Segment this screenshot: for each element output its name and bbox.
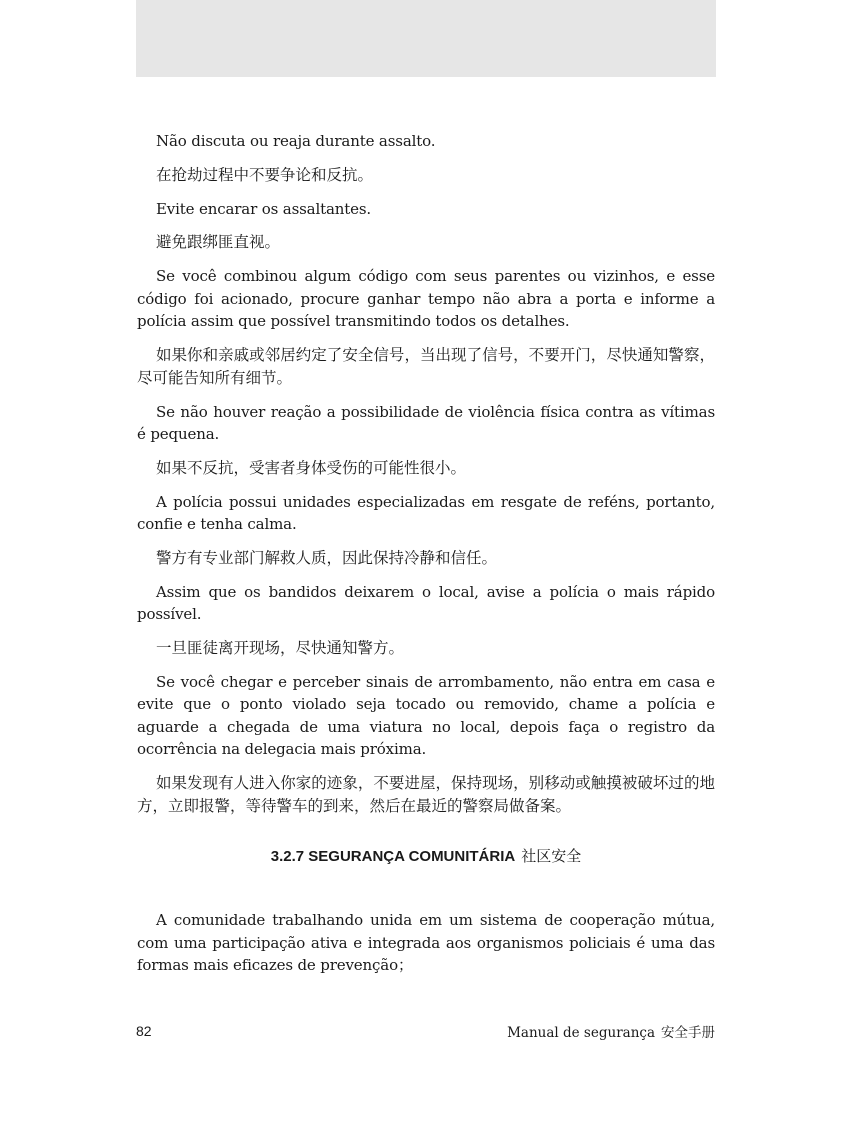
paragraph-pt: A polícia possui unidades especializadas em resgate de reféns, portanto, confie e tenha calma.: [137, 492, 715, 533]
paragraph-zh: 在抢劫过程中不要争论和反抗。: [156, 165, 374, 184]
book-title-zh: 安全手册: [661, 1025, 715, 1041]
paragraph-pt: Se você chegar e perceber sinais de arrombamento, não entra em casa e evite que o ponto violado seja tocado ou removido, chame a polícia e aguarde a chegada de uma viatura no local, depois faça o registro da ocorrência na delegacia mais próxima.: [137, 672, 715, 758]
paragraph-zh: 避免跟绑匪直视。: [156, 233, 281, 251]
paragraph-zh: 如果发现有人进入你家的迹象，不要进屋，保持现场，别移动或触摸被破坏过的地方，立即报警，等待警车的到来，然后在最近的警察局做备案。: [137, 773, 715, 815]
section-paragraph: A comunidade trabalhando unida em um sistema de cooperação mútua, com uma participação ativa e integrada aos organismos policiais é uma das formas mais eficazes de prevenção；: [137, 911, 715, 974]
book-title: Manual de segurança: [507, 1025, 655, 1041]
section-heading-zh: 社区安全: [521, 847, 582, 865]
paragraph-zh: 警方有专业部门解救人质，因此保持冷静和信任。: [156, 548, 498, 567]
header-band: [136, 0, 716, 77]
paragraph-zh: 如果你和亲戚或邻居约定了安全信号，当出现了信号，不要开门，尽快通知警察，尽可能告知所有细节。: [137, 345, 715, 387]
paragraph-pt: Se não houver reação a possibilidade de violência física contra as vítimas é pequena.: [137, 402, 715, 443]
section-body: [137, 909, 715, 988]
running-footer: [507, 1021, 715, 1041]
paragraph-zh: 一旦匪徒离开现场，尽快通知警方。: [156, 638, 405, 657]
paragraph-pt: Não discuta ou reaja durante assalto.: [156, 132, 436, 150]
body-text: [137, 130, 715, 829]
paragraph-pt: Evite encarar os assaltantes.: [156, 199, 372, 218]
paragraph-pt: Se você combinou algum código com seus parentes ou vizinhos, e esse código foi acionado, procure ganhar tempo não abra a porta e informe a polícia assim que possível transmitindo todos os detalhes.: [137, 267, 715, 330]
section-heading-text: 3.2.7 SEGURANÇA COMUNITÁRIA: [270, 848, 516, 865]
page-number: 82: [136, 1023, 152, 1039]
paragraph-zh: 如果不反抗，受害者身体受伤的可能性很小。: [156, 458, 467, 477]
paragraph-pt: Assim que os bandidos deixarem o local, avise a polícia o mais rápido possível.: [137, 582, 715, 623]
section-heading: [137, 845, 715, 866]
